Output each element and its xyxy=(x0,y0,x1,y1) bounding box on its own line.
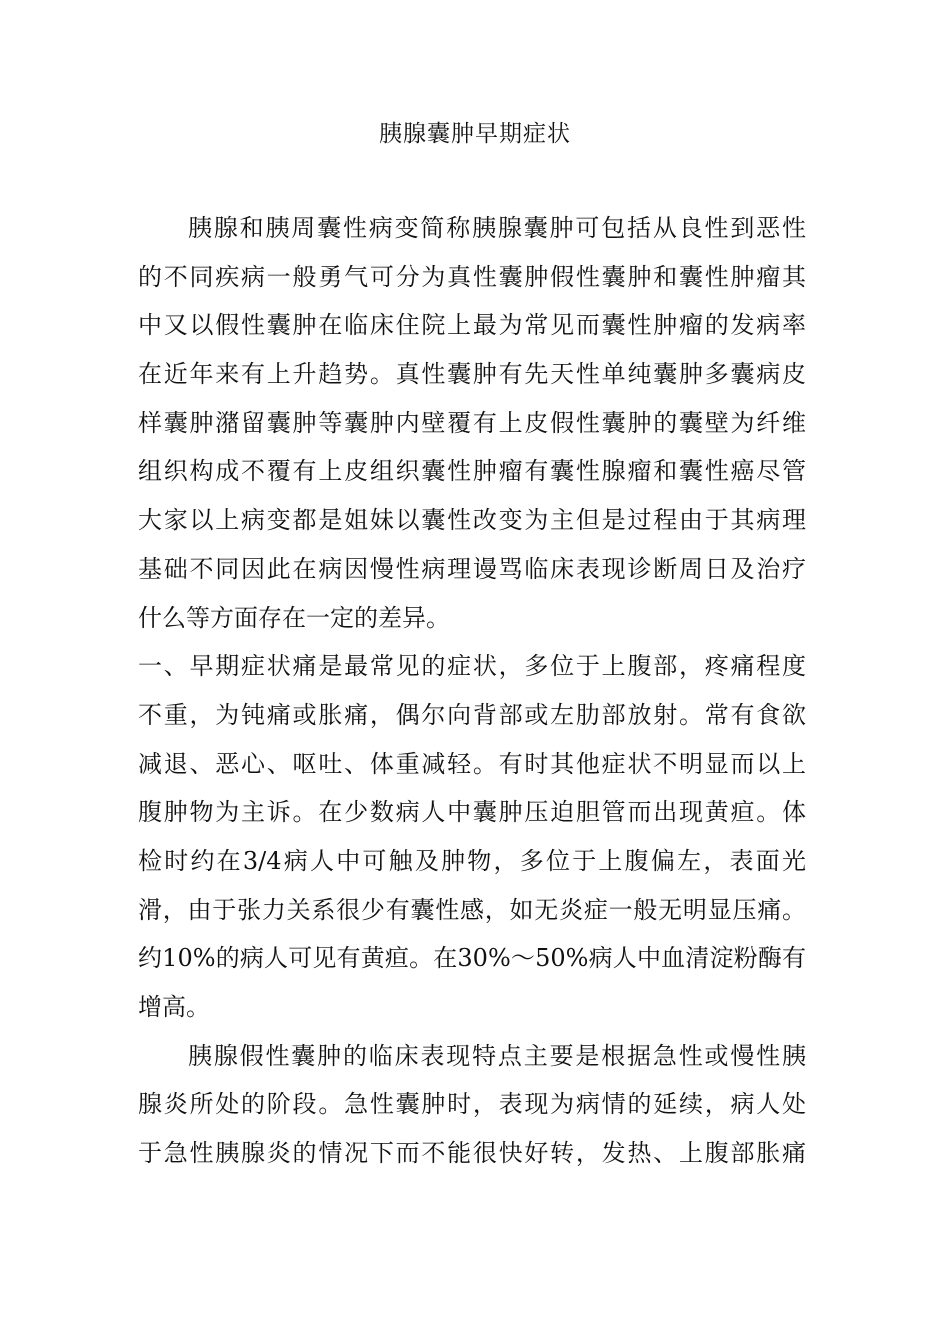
paragraph-1-line: 基础不同因此在病因慢性病理谩骂临床表现诊断周日及治疗 xyxy=(138,554,806,583)
paragraph-1-line: 组织构成不覆有上皮组织囊性肿瘤有囊性腺瘤和囊性癌尽管 xyxy=(138,457,806,486)
document-title: 胰腺囊肿早期症状 xyxy=(379,121,571,147)
paragraph-2-line: 约10%的病人可见有黄疸。在30%～50%病人中血清淀粉酶有 xyxy=(138,944,806,973)
paragraph-1-line: 什么等方面存在一定的差异。 xyxy=(138,603,450,632)
paragraph-2-line: 检时约在3/4病人中可触及肿物，多位于上腹偏左，表面光 xyxy=(138,846,806,875)
paragraph-1-line: 大家以上病变都是姐妹以囊性改变为主但是过程由于其病理 xyxy=(138,506,806,535)
paragraph-3-line: 于急性胰腺炎的情况下而不能很快好转，发热、上腹部胀痛 xyxy=(138,1139,806,1168)
paragraph-1-line: 样囊肿潴留囊肿等囊肿内壁覆有上皮假性囊肿的囊壁为纤维 xyxy=(138,408,806,437)
paragraph-1-line: 中又以假性囊肿在临床住院上最为常见而囊性肿瘤的发病率 xyxy=(138,311,806,340)
paragraph-2-line: 腹肿物为主诉。在少数病人中囊肿压迫胆管而出现黄疸。体 xyxy=(138,798,806,827)
paragraph-3-line: 腺炎所处的阶段。急性囊肿时，表现为病情的延续，病人处 xyxy=(138,1090,806,1119)
paragraph-2-line: 滑，由于张力关系很少有囊性感，如无炎症一般无明显压痛。 xyxy=(138,895,806,924)
paragraph-2-line: 不重，为钝痛或胀痛，偶尔向背部或左肋部放射。常有食欲 xyxy=(138,700,806,729)
paragraph-1-line: 在近年来有上升趋势。真性囊肿有先天性单纯囊肿多囊病皮 xyxy=(138,360,806,389)
paragraph-2-line: 一、早期症状痛是最常见的症状，多位于上腹部，疼痛程度 xyxy=(138,652,806,681)
paragraph-1-line: 的不同疾病一般勇气可分为真性囊肿假性囊肿和囊性肿瘤其 xyxy=(138,262,806,291)
paragraph-3-line: 胰腺假性囊肿的临床表现特点主要是根据急性或慢性胰 xyxy=(188,1041,806,1070)
paragraph-2-line: 增高。 xyxy=(138,993,210,1021)
document-body xyxy=(138,204,806,1178)
paragraph-1-line: 胰腺和胰周囊性病变简称胰腺囊肿可包括从良性到恶性 xyxy=(188,214,806,242)
paragraph-2-line: 减退、恶心、呕吐、体重减轻。有时其他症状不明显而以上 xyxy=(138,749,806,778)
